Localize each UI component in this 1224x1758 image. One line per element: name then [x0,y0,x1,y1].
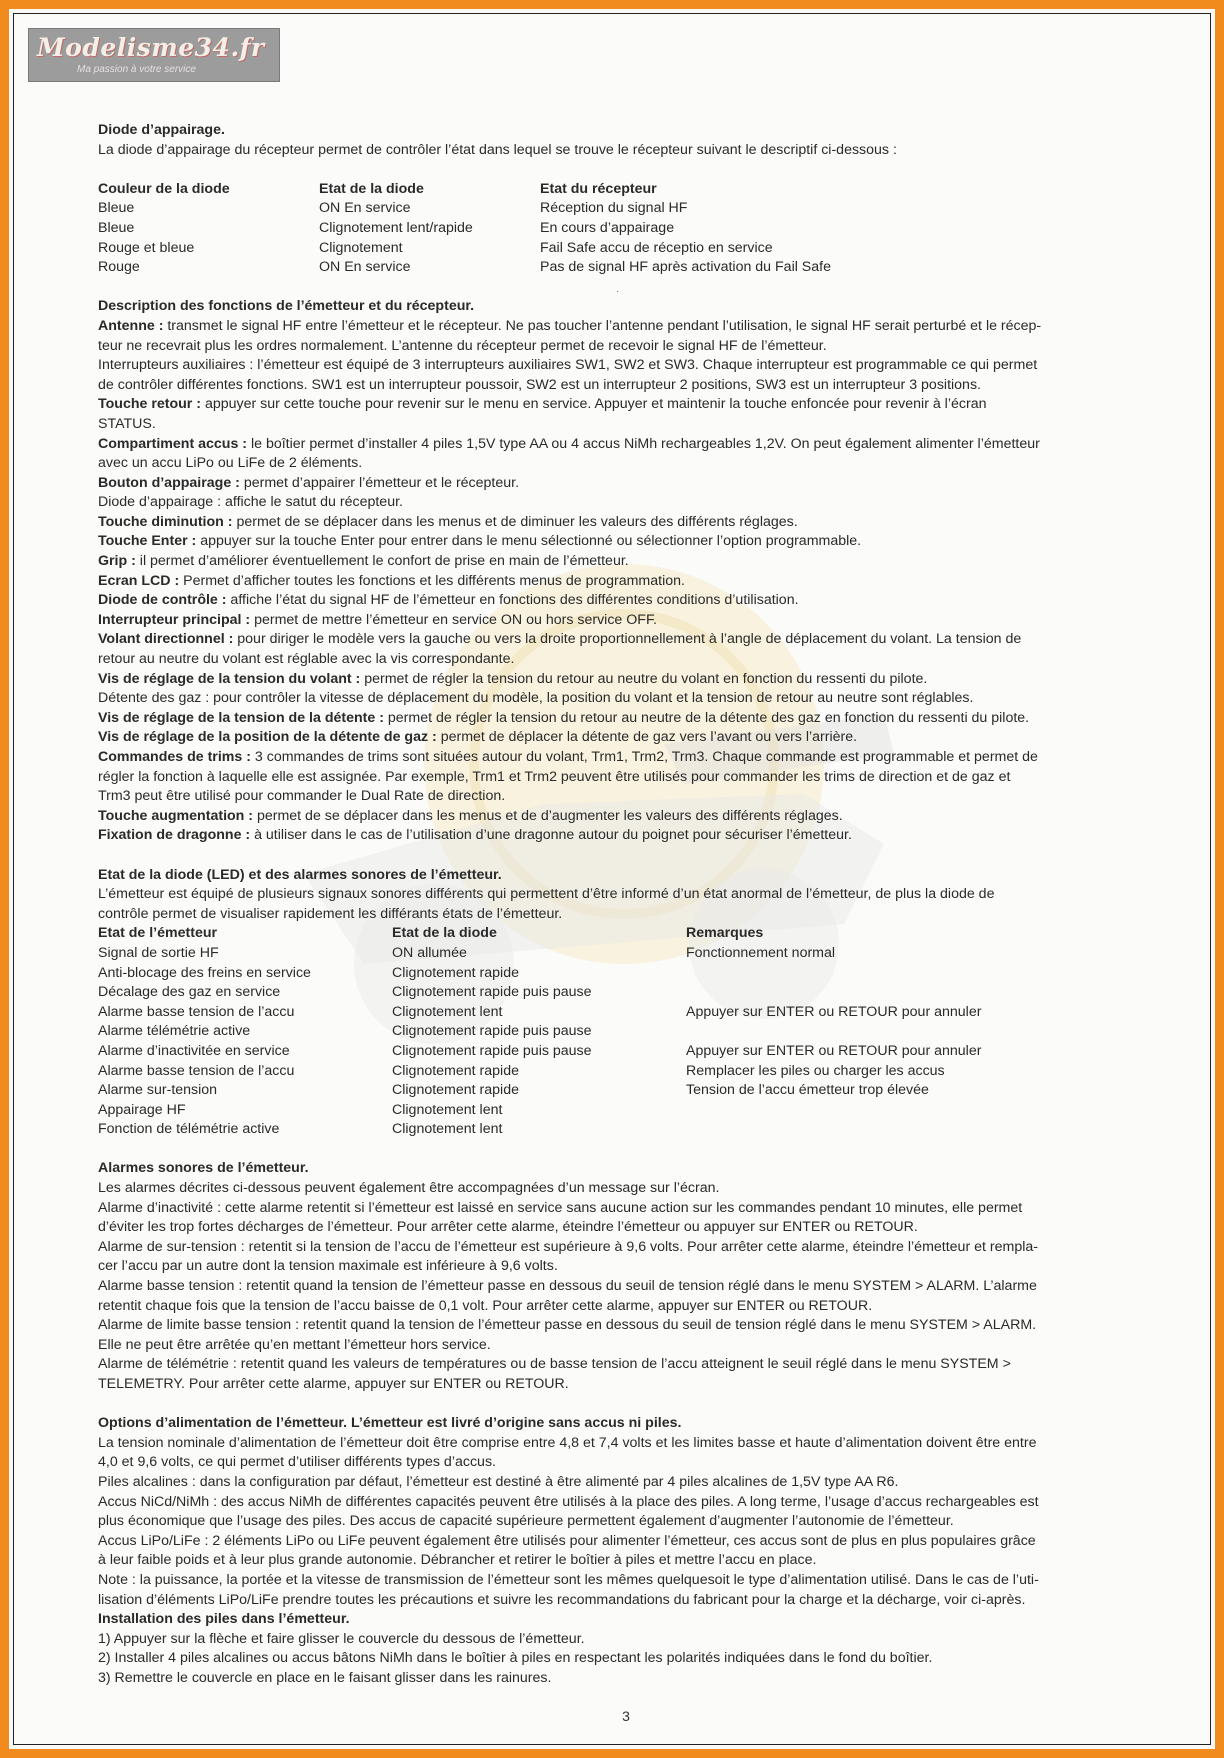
table-row [98,1042,1198,1062]
term-label: Bouton d’appairage : [98,474,240,491]
paragraph-line: Piles alcalines : dans la configuration par défaut, l’émetteur est destiné à être alimenté par 4 piles alcalines de 1,5V type AA R6. [98,1473,899,1490]
term-text: appuyer sur la touche Enter pour entrer dans le menu sélectionné ou sélectionner l’option programmable. [196,533,862,550]
paragraph-line: TELEMETRY. Pour arrêter cette alarme, appuyer sur ENTER ou RETOUR. [98,1376,569,1392]
table-row [98,1003,1198,1023]
term-label: Volant directionnel : [98,631,234,648]
term-text: à utiliser dans le cas de l’utilisation d’une dragonne autour du poignet pour sécuriser l’émetteur. [250,827,852,844]
term-label: Ecran LCD : [98,572,180,589]
table-row [98,199,1198,219]
table-row [98,1101,1198,1121]
term-text: permet de mettre l’émetteur en service ON ou hors service OFF. [250,611,657,628]
term-text: permet de se déplacer dans les menus et de diminuer les valeurs des différents réglages. [232,513,798,530]
term-text: Trm3 peut être utilisé pour commander le Dual Rate de direction. [98,788,506,805]
paragraph-line: Note : la puissance, la portée et la vitesse de transmission de l’émetteur sont les mêmes quelquesoit le type d’alimentation utilisé. Dans le cas de l’uti- [98,1571,1039,1588]
document-body [98,121,1198,1689]
term-text: transmet le signal HF entre l’émetteur et le récepteur. Ne pas toucher l’antenne pendant l’utilisation, le signal HF serait perturbé et le récep- [163,317,1042,334]
table-cell: ON En service [319,259,411,276]
subsection-title: Installation des piles dans l’émetteur. [98,1611,350,1628]
paragraph-line [98,493,1198,513]
table-cell: Clignotement lent [392,1101,503,1118]
table-cell: Pas de signal HF après activation du Fail Safe [540,259,831,276]
term-text: retour au neutre du volant est réglable avec la vis correspondante. [98,651,515,668]
table-cell: Clignotement rapide puis pause [392,984,592,1001]
paragraph-line: cer l’accu par un autre dont la tension maximale est inférieure à 9,6 volts. [98,1258,558,1275]
table-cell: Alarme sur-tension [98,1082,218,1099]
term-text: 3 commandes de trims sont situées autour du volant, Trm1, Trm2, Trm3. Chaque commande est programmable et permet de [250,749,1038,765]
table-cell: Bleue [98,200,135,217]
paragraph-line [98,435,1198,455]
logo-name: Modelisme34.fr [37,33,265,62]
table-cell: Clignotement rapide puis pause [392,1023,592,1040]
term-label: Fixation de dragonne : [98,827,251,844]
table-cell: Anti-blocage des freins en service [98,964,311,981]
term-text: teur ne recevrait plus les ordres normalement. L’antenne du récepteur permet de recevoir le signal HF de l’émetteur. [98,337,827,354]
paragraph-line [98,787,1198,807]
term-text: Détente des gaz : pour contrôler la vitesse de déplacement du modèle, la position du volant et la tension de retour au neutre sont réglables. [98,690,974,707]
table-cell: Clignotement lent [392,1003,503,1020]
table-header [98,180,1198,200]
spacer [98,846,1198,866]
term-text: Diode d’appairage : affiche le satut du récepteur. [98,494,403,511]
table-cell: Etat de la diode [392,925,497,942]
table-cell: Appuyer sur ENTER ou RETOUR pour annuler [686,1042,982,1059]
paragraph-line [98,572,1198,592]
term-text: pour diriger le modèle vers la gauche ou vers la droite proportionnellement à l’angle de déplacement du volant. La tension de [233,631,1022,648]
table-cell: Rouge [98,259,140,276]
paragraph-line [98,591,1198,611]
paragraph-line: Accus NiCd/NiMh : des accus NiMh de différentes capacités peuvent être utilisés à la place des piles. A long terme, l’usage d’accus rechargeables est [98,1493,1039,1510]
table-cell: Clignotement lent [392,1121,503,1138]
term-text: STATUS. [98,415,156,432]
table-cell: Clignotement rapide puis pause [392,1042,592,1059]
paragraph-line: lisation d’éléments LiPo/LiFe prendre toutes les précautions et suivre les recommandations du fabricant pour la charge et la décharge, voir ci-après. [98,1591,1026,1608]
table-header [98,924,1198,944]
term-text: Interrupteurs auxiliaires : l’émetteur est équipé de 3 interrupteurs auxiliaires SW1, SW2 et SW3. Chaque interrupteur est programmable ce qui permet [98,357,1038,374]
step-line: 3) Remettre le couvercle en place en le faisant glisser dans les rainures. [98,1669,552,1686]
term-label: Vis de réglage de la position de la détente de gaz : [98,729,437,746]
spacer [98,160,1198,180]
step-line: 1) Appuyer sur la flèche et faire glisser le couvercle du dessous de l’émetteur. [98,1630,585,1647]
table-row [98,983,1198,1003]
term-text: permet d’appairer l’émetteur et le récepteur. [239,474,520,491]
paragraph-line [98,474,1198,494]
paragraph-line [98,317,1198,337]
table-cell: Couleur de la diode [98,180,230,197]
table-cell: Remarques [686,925,764,942]
term-text: permet de se déplacer dans les menus et de d’augmenter les valeurs des différents réglages. [253,807,843,824]
term-label: Interrupteur principal : [98,611,251,628]
term-text: le boîtier permet d’installer 4 piles 1,5V type AA ou 4 accus NiMh rechargeables 1,2V. On peut également alimenter l’émetteur [247,435,1040,452]
stray-mark: · [616,286,620,297]
table-cell: Clignotement rapide [392,1082,519,1099]
paragraph-line [98,376,1198,396]
table-row [98,1081,1198,1101]
paragraph-line [98,826,1198,846]
paragraph-line [98,552,1198,572]
paragraph-line: retentit chaque fois que la tension de l’accu baisse de 0,1 volt. Pour arrêter cette alarme, appuyer sur ENTER ou RETOUR. [98,1297,873,1314]
paragraph-line: Alarme de sur-tension : retentit si la tension de l’accu de l’émetteur est supérieure à 9,6 volts. Pour arrêter cette alarme, éteindre l’émetteur et rempla- [98,1238,1038,1255]
table-cell: Fonctionnement normal [686,944,836,961]
table-cell: Alarme basse tension de l’accu [98,1003,295,1020]
table-cell: Rouge et bleue [98,239,195,256]
table-row [98,1022,1198,1042]
term-text: Permet d’afficher toutes les fonctions et les différents menus de programmation. [179,572,685,589]
paragraph-line: Les alarmes décrites ci-dessous peuvent également être accompagnées d’un message sur l’écran. [98,1180,720,1197]
table-cell: Tension de l’accu émetteur trop élevée [686,1082,929,1099]
term-text: appuyer sur cette touche pour revenir sur le menu en service. Appuyer et maintenir la touche enfoncée pour revenir à l’écran [201,396,987,413]
term-label: Antenne : [98,317,164,334]
table-cell: Remplacer les piles ou charger les accus [686,1062,945,1079]
term-text: affiche l’état du signal HF de l’émetteur en fonctions des différentes conditions d’utilisation. [226,592,799,609]
paragraph-line [98,650,1198,670]
section-title: Description des fonctions de l’émetteur et du récepteur. [98,298,475,315]
paragraph-line [98,356,1198,376]
table-cell: ON allumée [392,944,467,961]
paragraph-line [98,415,1198,435]
term-label: Commandes de trims : [98,749,251,765]
table-row [98,944,1198,964]
paragraph-line [98,630,1198,650]
paragraph-line: La tension nominale d’alimentation de l’émetteur doit être comprise entre 4,8 et 7,4 volts et les limites basse et haute d’alimentation doivent être entre [98,1434,1037,1451]
paragraph-line: Elle ne peut être arrêtée qu’en mettant l’émetteur hors service. [98,1336,491,1353]
paragraph-line [98,513,1198,533]
paragraph-line: Alarme de limite basse tension : retentit quand la tension de l’émetteur passe en dessous du seuil de tension réglé dans le menu SYSTEM > ALARM. [98,1317,1037,1334]
paragraph-line: à leur faible poids et à leur plus grande autonomie. Débrancher et retirer le boîtier à piles et mettre l’accu en place. [98,1552,817,1569]
paragraph-line [98,709,1198,729]
paragraph-line [98,689,1198,709]
step-line: 2) Installer 4 piles alcalines ou accus bâtons NiMh dans le boîtier à piles en respectant les polarités indiquées dans le fond du boîtier. [98,1650,933,1667]
term-text: permet de régler la tension du retour au neutre de la détente des gaz en fonction du ressenti du pilote. [383,709,1030,726]
term-label: Compartiment accus : [98,435,248,452]
table-cell: Etat du récepteur [540,180,657,197]
section-intro: La diode d’appairage du récepteur permet de contrôler l’état dans lequel se trouve le récepteur suivant le descriptif ci-dessous : [98,141,897,158]
table-cell: Décalage des gaz en service [98,984,281,1001]
table-cell: En cours d’appairage [540,219,675,236]
section-intro: L’émetteur est équipé de plusieurs signaux sonores différents qui permettent d’être informé d’un état anormal de l’émetteur, de plus la diode de [98,886,995,903]
term-label: Touche Enter : [98,533,197,550]
term-text: avec un accu LiPo ou LiFe de 2 éléments. [98,455,363,472]
term-text: régler la fonction à laquelle elle est assignée. Par exemple, Trm1 et Trm2 peuvent être utilisés pour commander les trims de direction et de gaz et [98,768,1011,785]
table-cell: Etat de l’émetteur [98,925,218,942]
table-cell: Clignotement [319,239,403,256]
section-title: Etat de la diode (LED) et des alarmes sonores de l’émetteur. [98,866,502,883]
paragraph-line [98,728,1198,748]
section-title: Diode d’appairage. [98,122,225,138]
paragraph-line [98,670,1198,690]
table-cell: Signal de sortie HF [98,944,219,961]
table-cell: Clignotement lent/rapide [319,219,473,236]
table-row [98,1120,1198,1140]
term-label: Vis de réglage de la tension du volant : [98,670,361,687]
section-title: Options d’alimentation de l’émetteur. L’émetteur est livré d’origine sans accus ni piles. [98,1415,682,1432]
paragraph-line: plus économique que l’usage des piles. Des accus de capacité supérieure permettent également d’augmenter l’autonomie de l’émetteur. [98,1513,954,1530]
spacer [98,1395,1198,1415]
table-cell: Réception du signal HF [540,200,688,217]
table-row [98,239,1198,259]
table-row [98,964,1198,984]
table-cell: Bleue [98,219,135,236]
table-cell: ON En service [319,200,411,217]
table-cell: Fonction de télémétrie active [98,1121,280,1138]
paragraph-line: Alarme basse tension : retentit quand la tension de l’émetteur passe en dessous du seuil de tension réglé dans le menu SYSTEM > ALARM. L’alarme [98,1278,1037,1295]
table-cell: Alarme basse tension de l’accu [98,1062,295,1079]
site-logo [28,28,280,82]
term-label: Vis de réglage de la tension de la détente : [98,709,384,726]
paragraph-line [98,395,1198,415]
spacer [98,1140,1198,1160]
term-text: permet de régler la tension du retour au neutre du volant en fonction du ressenti du pilote. [360,670,928,687]
term-label: Grip : [98,553,136,570]
paragraph-line [98,748,1198,768]
term-label: Touche diminution : [98,513,233,530]
paragraph-line [98,454,1198,474]
term-label: Touche retour : [98,396,201,413]
paragraph-line: Alarme de télémétrie : retentit quand les valeurs de températures ou de basse tension de l’accu atteignent le seuil réglé dans le menu SYSTEM > [98,1356,1011,1373]
table-cell: Etat de la diode [319,180,424,197]
logo-tagline: Ma passion à votre service [77,64,196,75]
term-label: Diode de contrôle : [98,592,227,609]
table-cell: Appuyer sur ENTER ou RETOUR pour annuler [686,1003,982,1020]
paragraph-line: 4,0 et 9,6 volts, ce qui permet d’utiliser différents types d’accus. [98,1454,496,1471]
paragraph-line [98,337,1198,357]
paragraph-line: d’éviter les trop fortes décharges de l’émetteur. Pour arrêter cette alarme, éteindre l’émetteur ou appuyer sur ENTER ou RETOUR. [98,1219,918,1236]
paragraph-line [98,611,1198,631]
term-text: permet de déplacer la détente de gaz vers l’avant ou vers l’arrière. [436,729,858,746]
section-title: Alarmes sonores de l’émetteur. [98,1160,309,1177]
term-label: Touche augmentation : [98,807,254,824]
table-row [98,258,1198,278]
paragraph-line: Alarme d’inactivité : cette alarme retentit si l’émetteur est laissé en service sans aucune action sur les commandes pendant 10 minutes, elle permet [98,1199,1023,1216]
paragraph-line [98,807,1198,827]
term-text: de contrôler différentes fonctions. SW1 est un interrupteur poussoir, SW2 est un interrupteur 2 positions, SW3 est un interrupteur 3 positions. [98,376,981,393]
paragraph-line [98,768,1198,788]
table-cell: Fail Safe accu de réceptio en service [540,239,773,256]
paragraph-line: Accus LiPo/LiFe : 2 éléments LiPo ou LiFe peuvent également être utilisés pour alimenter l’émetteur, ces accus sont de plus en plus populaires grâce [98,1532,1036,1549]
table-cell: Appairage HF [98,1101,186,1118]
table-cell: Clignotement rapide [392,1062,519,1079]
paragraph-line [98,532,1198,552]
table-row [98,1062,1198,1082]
table-cell: Alarme télémétrie active [98,1023,251,1040]
section-intro: contrôle permet de visualiser rapidement les différants états de l’émetteur. [98,905,563,922]
page-number: 3 [622,1708,630,1724]
table-cell: Alarme d’inactivitée en service [98,1042,290,1059]
term-text: il permet d’améliorer éventuellement le confort de prise en main de l’émetteur. [135,553,629,570]
spacer [98,278,1198,298]
page-sheet [13,13,1211,1745]
table-row [98,219,1198,239]
table-cell: Clignotement rapide [392,964,519,981]
